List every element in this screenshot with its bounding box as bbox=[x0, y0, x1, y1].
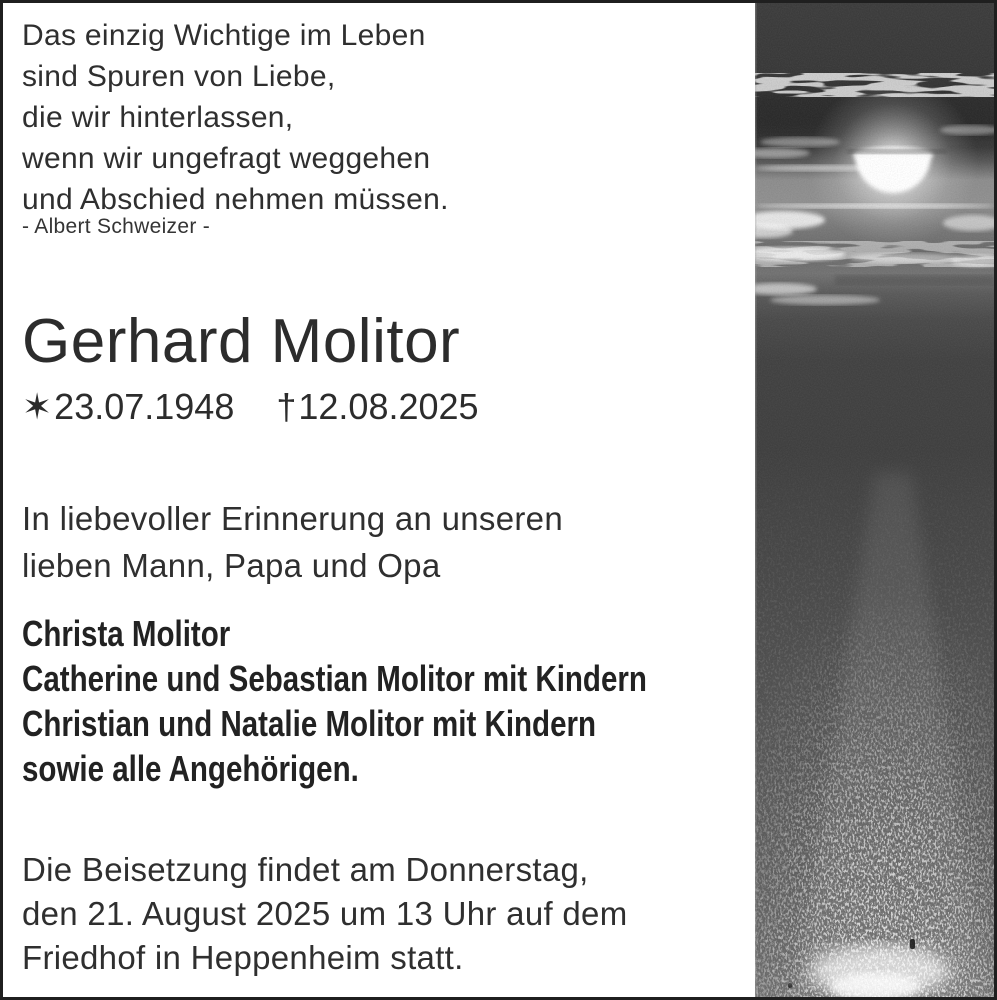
birth-date-value: 23.07.1948 bbox=[54, 386, 235, 427]
deceased-name: Gerhard Molitor bbox=[22, 307, 461, 376]
life-dates bbox=[22, 386, 479, 428]
quote-line: die wir hinterlassen, bbox=[22, 101, 294, 134]
mourner-line: Christian und Natalie Molitor mit Kindern bbox=[22, 703, 597, 744]
birth-star-symbol: ✶ bbox=[22, 386, 53, 427]
funeral-info bbox=[22, 848, 628, 980]
mourner-line: Catherine und Sebastian Molitor mit Kindern bbox=[22, 658, 647, 699]
sunset-sea-illustration bbox=[755, 3, 994, 997]
quote-line: Das einzig Wichtige im Leben bbox=[22, 19, 426, 52]
death-date bbox=[276, 386, 478, 428]
quote-line: wenn wir ungefragt weggehen bbox=[22, 142, 431, 175]
quote-line: sind Spuren von Liebe, bbox=[22, 60, 336, 93]
funeral-line: Die Beisetzung findet am Donnerstag, bbox=[22, 851, 589, 888]
funeral-line: Friedhof in Heppenheim statt. bbox=[22, 939, 464, 976]
memorial-text bbox=[22, 495, 563, 589]
funeral-line: den 21. August 2025 um 13 Uhr auf dem bbox=[22, 895, 628, 932]
death-date-value: 12.08.2025 bbox=[298, 386, 479, 427]
memorial-line: In liebevoller Erinnerung an unseren bbox=[22, 500, 563, 537]
quote-line: und Abschied nehmen müssen. bbox=[22, 183, 449, 216]
mourner-line: Christa Molitor bbox=[22, 613, 231, 654]
quote-attribution: - Albert Schweizer - bbox=[22, 215, 211, 238]
quote-block bbox=[22, 15, 449, 220]
memorial-line: lieben Mann, Papa und Opa bbox=[22, 547, 441, 584]
memorial-photo bbox=[755, 3, 994, 997]
death-cross-symbol: † bbox=[276, 386, 297, 427]
birth-date bbox=[22, 386, 234, 428]
mourners-list bbox=[22, 611, 647, 791]
mourner-line: sowie alle Angehörigen. bbox=[22, 748, 359, 789]
